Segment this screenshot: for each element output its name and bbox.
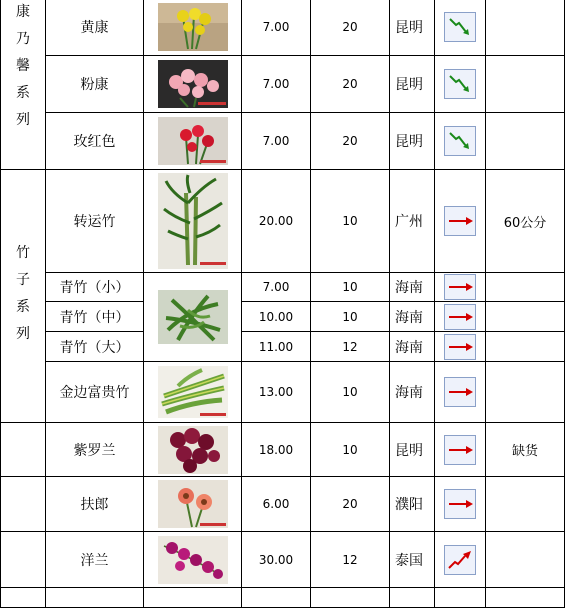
gold-edge-bamboo-photo [158, 366, 228, 418]
trend-cell [435, 477, 486, 532]
flat-trend-icon [444, 489, 476, 519]
price-cell: 7.00 [242, 273, 311, 302]
price-cell: 20.00 [242, 170, 311, 273]
trend-cell [435, 113, 486, 170]
photo-cell [144, 423, 242, 477]
trend-cell [435, 56, 486, 113]
table-row [1, 332, 565, 362]
flower-name: 玫红色 [46, 113, 144, 170]
note-cell [486, 362, 565, 423]
origin-cell: 海南 [390, 302, 435, 332]
price-cell: 10.00 [242, 302, 311, 332]
photo-cell [144, 0, 242, 56]
category-char: 竹 [16, 245, 30, 261]
trend-cell [435, 423, 486, 477]
trend-cell [435, 302, 486, 332]
flower-name: 青竹（中） [46, 302, 144, 332]
origin-cell: 海南 [390, 332, 435, 362]
category-char: 乃 [16, 31, 30, 47]
flat-trend-icon [444, 377, 476, 407]
origin-cell: 昆明 [390, 423, 435, 477]
note-cell [486, 56, 565, 113]
category-empty [1, 477, 46, 532]
qty-cell: 10 [311, 170, 390, 273]
note-cell [486, 302, 565, 332]
empty-cell [390, 588, 435, 608]
table-row [1, 56, 565, 113]
photo-cell [144, 532, 242, 588]
table-row [1, 113, 565, 170]
category-empty [1, 423, 46, 477]
table-row [1, 0, 565, 56]
flower-name: 转运竹 [46, 170, 144, 273]
qty-cell: 20 [311, 0, 390, 56]
qty-cell: 10 [311, 362, 390, 423]
flat-trend-icon [444, 435, 476, 465]
origin-cell: 泰国 [390, 532, 435, 588]
category-char: 系 [16, 299, 30, 315]
red-carnation-photo [158, 117, 228, 165]
flower-name: 青竹（小） [46, 273, 144, 302]
flower-name: 金边富贵竹 [46, 362, 144, 423]
origin-cell: 昆明 [390, 0, 435, 56]
category-char: 系 [16, 85, 30, 101]
photo-cell [144, 56, 242, 113]
qty-cell: 20 [311, 56, 390, 113]
price-cell: 6.00 [242, 477, 311, 532]
down-trend-icon [444, 126, 476, 156]
note-cell [486, 0, 565, 56]
category-empty [1, 532, 46, 588]
table-row [1, 170, 565, 273]
origin-cell: 海南 [390, 362, 435, 423]
empty-cell [311, 588, 390, 608]
down-trend-icon [444, 12, 476, 42]
qty-cell: 20 [311, 477, 390, 532]
table-row [1, 362, 565, 423]
table-row [1, 477, 565, 532]
note-cell: 60公分 [486, 170, 565, 273]
category-carnation [1, 0, 46, 170]
origin-cell: 广州 [390, 170, 435, 273]
price-cell: 7.00 [242, 56, 311, 113]
origin-cell: 昆明 [390, 56, 435, 113]
pink-carnation-photo [158, 60, 228, 108]
price-cell: 11.00 [242, 332, 311, 362]
flower-name: 黄康 [46, 0, 144, 56]
trend-cell [435, 532, 486, 588]
category-char: 列 [16, 112, 30, 128]
price-cell: 18.00 [242, 423, 311, 477]
flat-trend-icon [444, 206, 476, 236]
table-row [1, 273, 565, 302]
flat-trend-icon [444, 334, 476, 360]
origin-cell: 昆明 [390, 113, 435, 170]
note-cell [486, 113, 565, 170]
origin-cell: 海南 [390, 273, 435, 302]
empty-cell [435, 588, 486, 608]
violet-stock-photo [158, 426, 228, 474]
flower-name: 青竹（大） [46, 332, 144, 362]
empty-cell [46, 588, 144, 608]
trend-cell [435, 273, 486, 302]
yellow-carnation-photo [158, 3, 228, 51]
photo-cell [144, 273, 242, 362]
photo-cell [144, 170, 242, 273]
category-char: 子 [16, 272, 30, 288]
note-cell: 缺货 [486, 423, 565, 477]
qty-cell: 12 [311, 532, 390, 588]
table-row [1, 302, 565, 332]
table-row [1, 423, 565, 477]
up-trend-icon [444, 545, 476, 575]
origin-cell: 濮阳 [390, 477, 435, 532]
orchid-photo [158, 536, 228, 584]
qty-cell: 10 [311, 273, 390, 302]
price-cell: 30.00 [242, 532, 311, 588]
price-cell: 7.00 [242, 113, 311, 170]
trend-cell [435, 332, 486, 362]
photo-cell [144, 362, 242, 423]
flower-name: 扶郎 [46, 477, 144, 532]
note-cell [486, 332, 565, 362]
empty-cell [1, 588, 46, 608]
empty-cell [242, 588, 311, 608]
trend-cell [435, 362, 486, 423]
trend-cell [435, 0, 486, 56]
price-cell: 13.00 [242, 362, 311, 423]
qty-cell: 12 [311, 332, 390, 362]
flower-name: 粉康 [46, 56, 144, 113]
category-char: 康 [16, 4, 30, 20]
flat-trend-icon [444, 304, 476, 330]
gerbera-photo [158, 480, 228, 528]
table-row [1, 588, 565, 608]
note-cell [486, 532, 565, 588]
empty-cell [144, 588, 242, 608]
empty-cell [486, 588, 565, 608]
flower-name: 紫罗兰 [46, 423, 144, 477]
photo-cell [144, 477, 242, 532]
note-cell [486, 477, 565, 532]
qty-cell: 10 [311, 302, 390, 332]
photo-cell [144, 113, 242, 170]
table-row [1, 532, 565, 588]
qty-cell: 10 [311, 423, 390, 477]
lucky-bamboo-photo [158, 173, 228, 269]
category-bamboo [1, 170, 46, 423]
flat-trend-icon [444, 274, 476, 300]
price-cell: 7.00 [242, 0, 311, 56]
trend-cell [435, 170, 486, 273]
category-char: 列 [16, 326, 30, 342]
green-bamboo-photo [158, 290, 228, 344]
note-cell [486, 273, 565, 302]
qty-cell: 20 [311, 113, 390, 170]
category-char: 馨 [16, 58, 30, 74]
flower-name: 洋兰 [46, 532, 144, 588]
down-trend-icon [444, 69, 476, 99]
